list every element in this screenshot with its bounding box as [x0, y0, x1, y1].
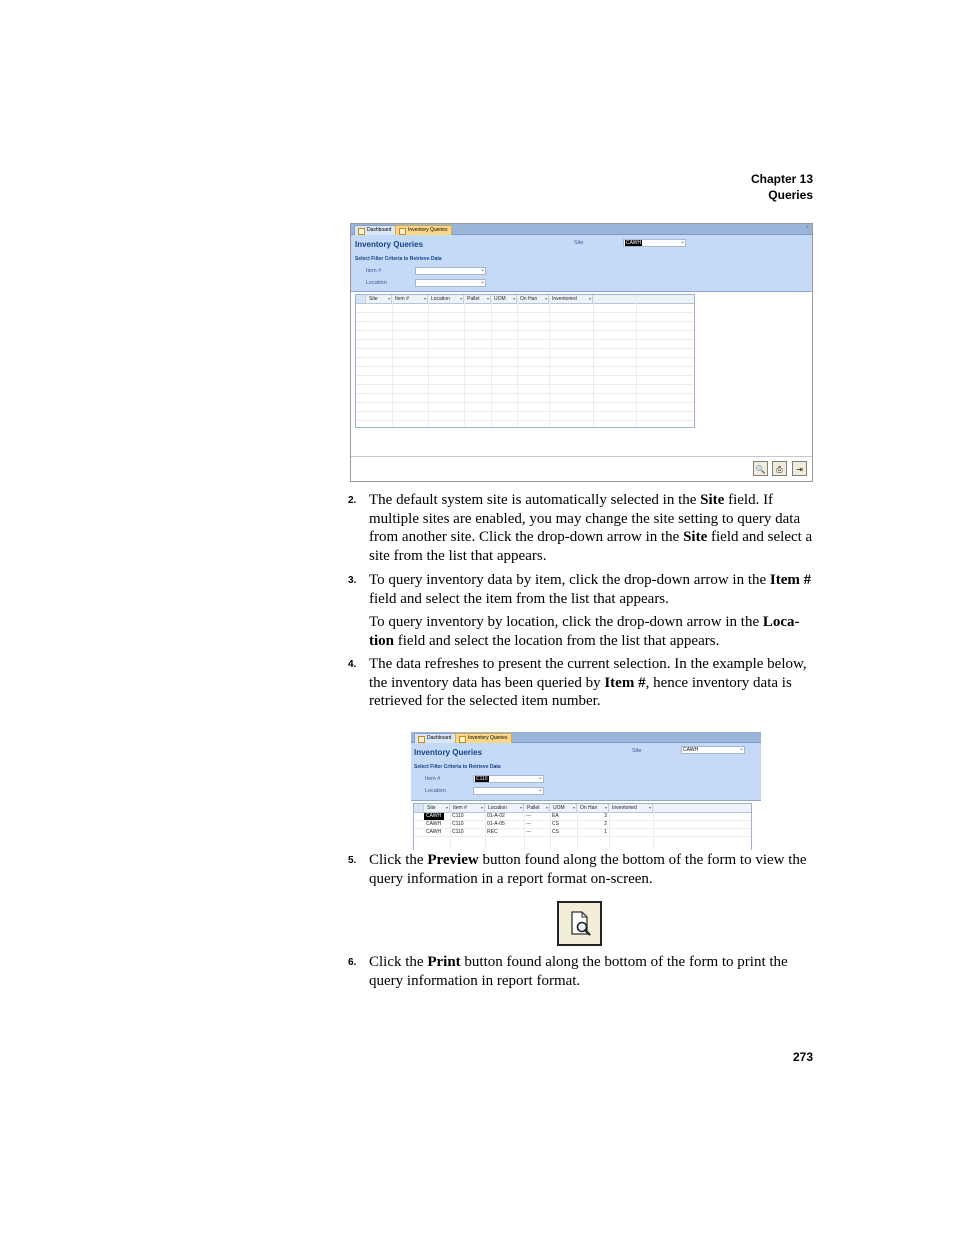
- grid-line: [356, 357, 694, 358]
- chevron-down-icon[interactable]: ⌄: [537, 775, 543, 781]
- grid-line: [356, 321, 694, 322]
- tab-inventory-queries[interactable]: Inventory Queries: [395, 225, 452, 235]
- form-icon: [459, 736, 466, 743]
- table-cell[interactable]: CS: [552, 821, 559, 827]
- select-all-cell[interactable]: [414, 804, 424, 812]
- form-button-bar: [351, 456, 812, 481]
- grid-line: [392, 295, 393, 427]
- inventory-queries-screenshot-results: [411, 732, 761, 850]
- tab-bar: [411, 732, 761, 743]
- step-4-text: The data refreshes to present the current selection. In the example below, the inventory data has been queried by Item #, hence inventory data is retrieved for the selected item number.: [369, 656, 807, 710]
- chevron-down-icon[interactable]: ⌄: [479, 267, 485, 273]
- grid-line: [356, 339, 694, 340]
- chevron-down-icon[interactable]: ⌄: [479, 279, 485, 285]
- filter-panel: [351, 235, 812, 292]
- site-dropdown[interactable]: CAWH ⌄: [623, 239, 686, 247]
- preview-button-illustration: [557, 901, 602, 946]
- table-cell[interactable]: 1: [604, 829, 607, 835]
- chevron-down-icon[interactable]: ⌄: [679, 239, 685, 245]
- site-label: Site: [632, 748, 642, 754]
- item-label: Item #: [425, 776, 441, 782]
- col-location[interactable]: Location ▾: [485, 804, 524, 812]
- close-icon[interactable]: ×: [805, 225, 809, 231]
- step-6-text: Click the Print button found along the bottom of the form to print the query information in report format.: [369, 954, 788, 989]
- tab-dashboard[interactable]: Dashboard: [354, 225, 396, 235]
- filter-panel: [411, 743, 761, 801]
- item-dropdown[interactable]: [415, 267, 486, 275]
- grid-line: [356, 312, 694, 313]
- grid-line: [356, 411, 694, 412]
- print-icon: ⎙: [776, 465, 783, 474]
- grid-line: [549, 295, 550, 427]
- table-cell[interactable]: C110: [452, 813, 464, 819]
- section-label: Queries: [768, 188, 813, 202]
- col-pallet[interactable]: Pallet ▾: [464, 295, 491, 303]
- sort-arrow-icon: ▾: [387, 296, 390, 301]
- grid-line: [491, 295, 492, 427]
- col-inventoried[interactable]: Inventoried ▾: [549, 295, 593, 303]
- sort-arrow-icon: ▾: [486, 296, 489, 301]
- form-title: Inventory Queries: [355, 240, 424, 249]
- sort-arrow-icon: ▾: [445, 805, 448, 810]
- sort-arrow-icon: ▾: [519, 805, 522, 810]
- sort-arrow-icon: ▾: [512, 296, 515, 301]
- table-cell[interactable]: REC: [487, 829, 498, 835]
- grid-line: [356, 330, 694, 331]
- col-on-hand[interactable]: On Han ▾: [577, 804, 609, 812]
- chevron-down-icon[interactable]: ⌄: [738, 746, 744, 752]
- form-icon: [418, 736, 425, 743]
- sort-arrow-icon: ▾: [545, 805, 548, 810]
- step-2-text: The default system site is automatically selected in the Site field. If multiple sites are enabled, you may change the site setting to query data from another site. Click the drop-down arrow in the Site field and select a site from the list that appears.: [369, 492, 813, 564]
- table-cell[interactable]: C110: [452, 821, 464, 827]
- grid-header: [414, 804, 751, 813]
- sort-arrow-icon: ▾: [423, 296, 426, 301]
- col-inventoried[interactable]: Inventoried ▾: [609, 804, 653, 812]
- col-uom[interactable]: UOM ▾: [491, 295, 517, 303]
- exit-button[interactable]: [792, 461, 807, 476]
- table-cell[interactable]: CAWH: [426, 829, 442, 835]
- tab-inventory-queries[interactable]: Inventory Queries: [455, 733, 512, 743]
- results-grid: [355, 294, 695, 428]
- form-icon: [399, 228, 406, 235]
- grid-line: [356, 366, 694, 367]
- step-number: 5.: [348, 855, 357, 866]
- grid-line: [636, 295, 637, 427]
- sort-arrow-icon: ▾: [480, 805, 483, 810]
- page-number: 273: [792, 1050, 813, 1064]
- step-5-text: Click the Preview button found along the bottom of the form to view the query information in a report format on-screen.: [369, 852, 807, 887]
- grid-line: [356, 393, 694, 394]
- col-on-hand[interactable]: On Han ▾: [517, 295, 549, 303]
- table-cell[interactable]: C110: [452, 829, 464, 835]
- chapter-label: Chapter 13: [750, 172, 813, 186]
- form-icon: [358, 228, 365, 235]
- grid-line: [414, 836, 751, 837]
- table-cell[interactable]: 01-A-05: [487, 821, 505, 827]
- print-button[interactable]: [772, 461, 787, 476]
- col-location[interactable]: Location ▾: [428, 295, 464, 303]
- step-3-location-text: To query inventory by location, click the drop-down arrow in the Loca-tion field and select the location from the list that appears.: [369, 614, 800, 649]
- grid-line: [653, 804, 654, 850]
- site-dropdown[interactable]: CAWH ⌄: [683, 746, 744, 753]
- table-cell[interactable]: ---: [526, 829, 531, 835]
- location-label: Location: [366, 280, 387, 286]
- results-grid: [413, 803, 752, 850]
- sort-arrow-icon: ▾: [648, 805, 651, 810]
- sort-arrow-icon: ▾: [572, 805, 575, 810]
- grid-header: [356, 295, 694, 304]
- chevron-down-icon[interactable]: ⌄: [537, 787, 543, 793]
- grid-line: [356, 384, 694, 385]
- table-cell[interactable]: 01-A-02: [487, 813, 505, 819]
- table-cell[interactable]: ---: [526, 821, 531, 827]
- grid-line: [517, 295, 518, 427]
- tab-bar: [351, 224, 812, 235]
- table-cell[interactable]: CAWH: [426, 821, 442, 827]
- sort-arrow-icon: ▾: [588, 296, 591, 301]
- col-pallet[interactable]: Pallet ▾: [524, 804, 550, 812]
- table-cell[interactable]: 2: [604, 821, 607, 827]
- item-dropdown[interactable]: C110 ⌄: [473, 775, 544, 783]
- grid-line: [356, 375, 694, 376]
- preview-icon: 🔍: [755, 465, 766, 474]
- step-3-text: To query inventory data by item, click the drop-down arrow in the Item # field and select the item from the list that appears.: [369, 572, 812, 607]
- table-cell[interactable]: 3: [604, 813, 607, 819]
- col-site[interactable]: Site ▾: [366, 295, 392, 303]
- step-number: 4.: [348, 659, 357, 670]
- grid-line: [356, 402, 694, 403]
- filter-instructions: Select Filter Criteria to Retrieve Data: [355, 256, 442, 262]
- preview-button[interactable]: [753, 461, 768, 476]
- table-cell[interactable]: EA: [552, 813, 559, 819]
- grid-line: [593, 295, 594, 427]
- exit-icon: ⇥: [796, 465, 803, 474]
- table-cell[interactable]: CAWH: [424, 813, 444, 820]
- step-number: 3.: [348, 575, 357, 586]
- table-cell[interactable]: ---: [526, 813, 531, 819]
- select-all-cell[interactable]: [356, 295, 366, 303]
- step-number: 2.: [348, 495, 357, 506]
- location-dropdown[interactable]: [473, 787, 544, 795]
- location-label: Location: [425, 788, 446, 794]
- table-cell[interactable]: CS: [552, 829, 559, 835]
- sort-arrow-icon: ▾: [459, 296, 462, 301]
- col-item[interactable]: Item # ▾: [392, 295, 428, 303]
- tab-dashboard[interactable]: Dashboard: [414, 733, 456, 743]
- chapter-header: [751, 171, 813, 203]
- location-dropdown[interactable]: [415, 279, 486, 287]
- item-label: Item #: [366, 268, 382, 274]
- preview-icon: [559, 903, 600, 944]
- sort-arrow-icon: ▾: [544, 296, 547, 301]
- grid-line: [428, 295, 429, 427]
- inventory-queries-screenshot-empty: [350, 223, 813, 482]
- grid-line: [609, 804, 610, 850]
- filter-instructions: Select Filter Criteria to Retrieve Data: [414, 764, 501, 770]
- grid-line: [356, 348, 694, 349]
- form-title: Inventory Queries: [414, 748, 483, 757]
- col-item[interactable]: Item # ▾: [450, 804, 485, 812]
- sort-arrow-icon: ▾: [604, 805, 607, 810]
- grid-line: [356, 420, 694, 421]
- step-number: 6.: [348, 957, 357, 968]
- grid-line: [464, 295, 465, 427]
- col-site[interactable]: Site ▾: [424, 804, 450, 812]
- site-label: Site: [574, 240, 584, 246]
- col-uom[interactable]: UOM ▾: [550, 804, 577, 812]
